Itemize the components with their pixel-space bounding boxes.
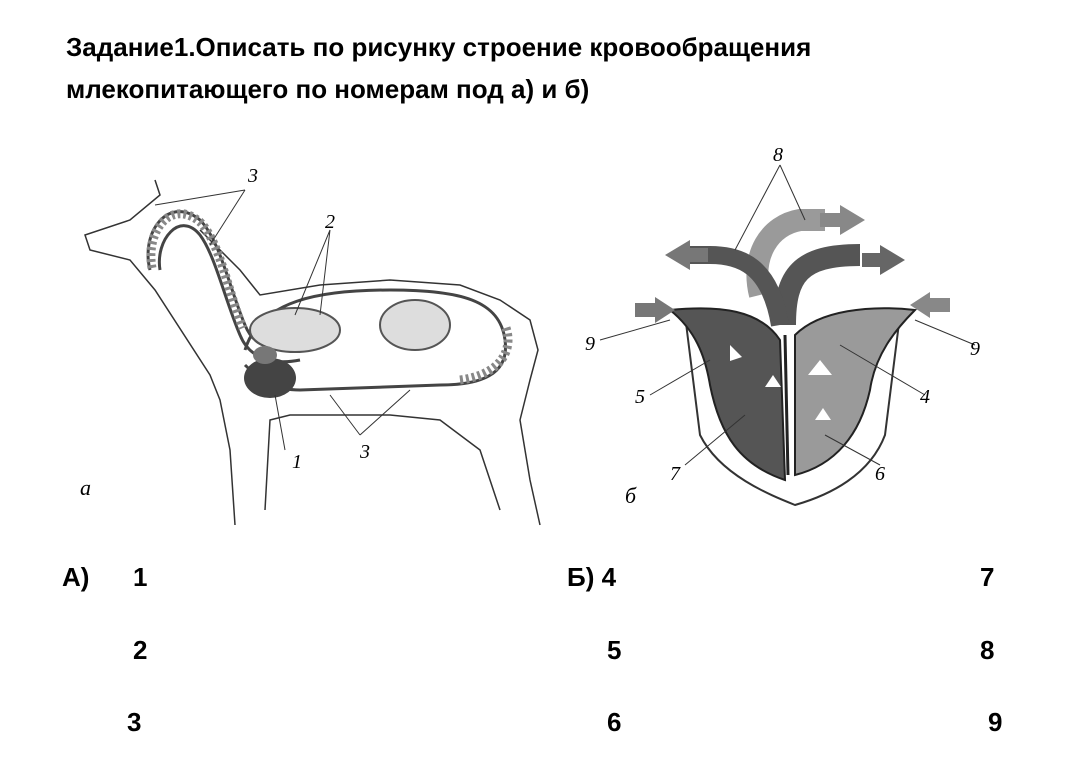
label-6: 6 <box>875 463 885 485</box>
answer-b-8: 8 <box>980 635 995 665</box>
figure-a-letter: а <box>80 475 91 500</box>
label-3-top: 3 <box>248 165 258 187</box>
label-4: 4 <box>920 386 930 408</box>
task-title <box>66 26 1026 110</box>
arrow-top-right-shaft <box>820 213 842 227</box>
label-8: 8 <box>773 144 783 166</box>
arrow-left-out <box>665 240 690 270</box>
figure-a-mammal-circulation <box>60 150 560 530</box>
label-9-right: 9 <box>970 338 980 360</box>
answer-a-3: 3 <box>127 707 142 737</box>
heart <box>244 358 296 398</box>
answer-a-2: 2 <box>133 635 148 665</box>
answer-b-prefix: Б) 4 <box>567 562 617 592</box>
answer-a-prefix: А) <box>62 562 90 592</box>
answer-a-1: 1 <box>133 562 148 592</box>
arrow-left-in <box>655 297 675 323</box>
answer-b-7: 7 <box>980 562 995 592</box>
heart-atrium <box>253 346 277 364</box>
answer-b-6: 6 <box>607 707 622 737</box>
arrow-right-in <box>910 292 930 318</box>
arrow-top-right <box>840 205 865 235</box>
answer-b-9: 9 <box>988 707 1003 737</box>
label-9-left: 9 <box>585 333 595 355</box>
task-title-line-1: Задание1.Описать по рисунку строение кровообращения <box>66 32 812 62</box>
label-7: 7 <box>670 463 680 485</box>
arrow-left-out-shaft <box>688 248 708 262</box>
label-3-bottom: 3 <box>360 441 370 463</box>
answer-b-5: 5 <box>607 635 622 665</box>
organ-capillaries <box>380 300 450 350</box>
arrow-right-out <box>880 245 905 275</box>
arrow-left-in-shaft <box>635 303 657 317</box>
septum <box>785 335 788 475</box>
figure-b-heart <box>570 135 1010 515</box>
label-5: 5 <box>635 386 645 408</box>
arrow-right-in-shaft <box>928 298 950 312</box>
label-2: 2 <box>325 211 335 233</box>
label-1: 1 <box>292 451 302 473</box>
arrow-right-out-shaft <box>862 253 882 267</box>
figure-b-letter: б <box>625 483 637 508</box>
vessel-rear-capillaries <box>460 325 508 380</box>
task-title-line-2: млекопитающего по номерам под а) и б) <box>66 74 590 104</box>
